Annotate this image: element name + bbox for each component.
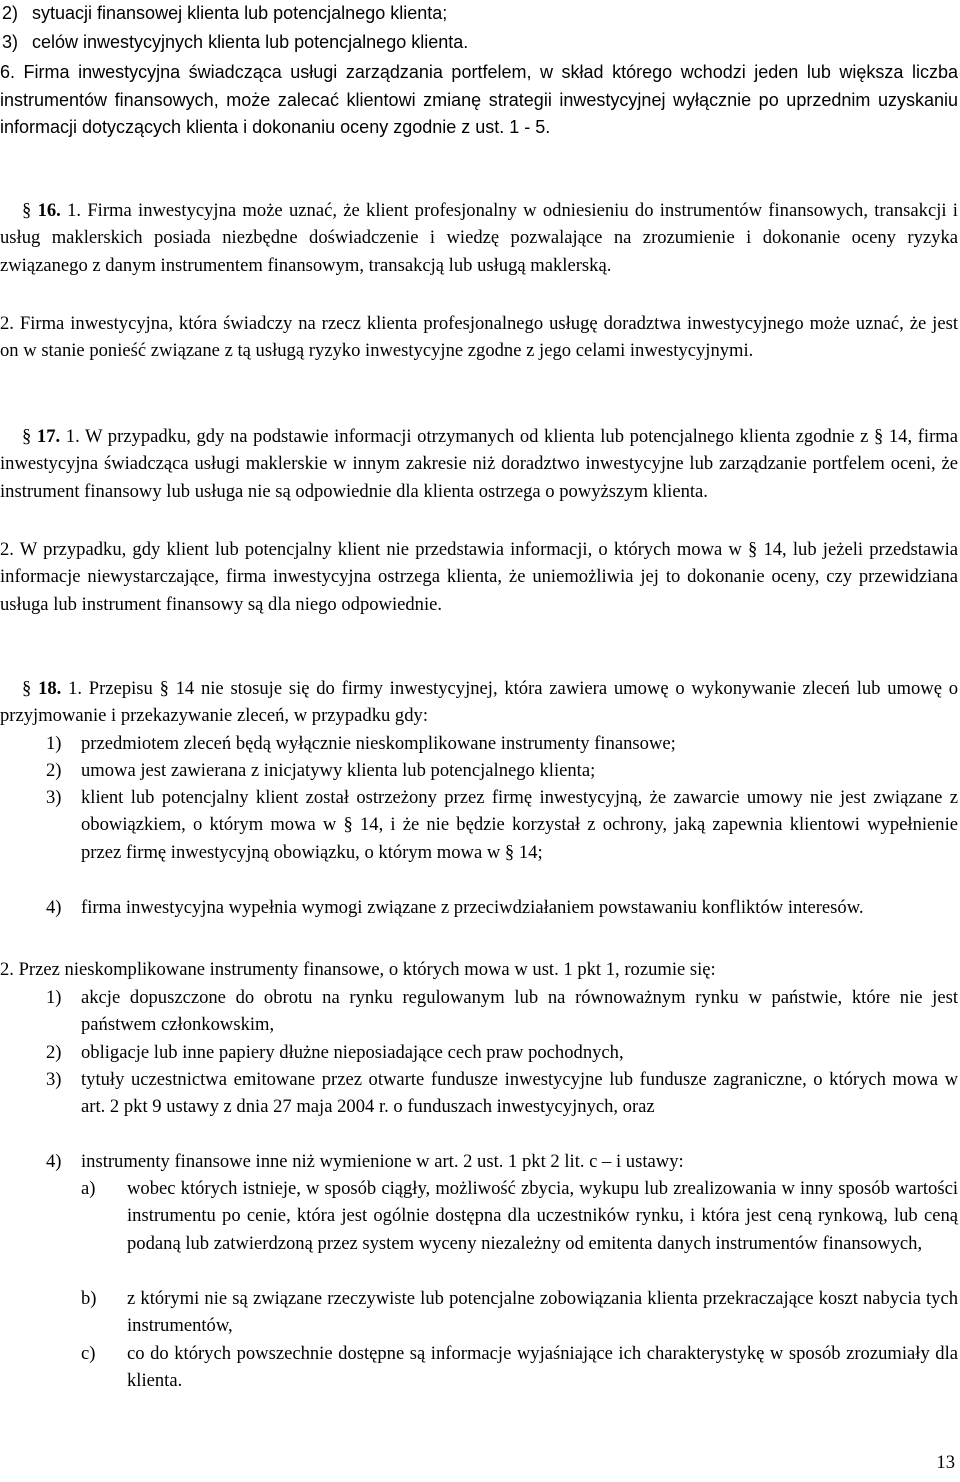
- list-item: [46, 894, 958, 921]
- section-number: 16.: [37, 200, 61, 221]
- section-17: [0, 423, 958, 505]
- sublist-item: [81, 1340, 958, 1395]
- list-number: 2): [46, 1042, 62, 1063]
- list-number: 2): [46, 760, 62, 781]
- list-text: instrumenty finansowe inne niż wymienione w art. 2 ust. 1 pkt 2 lit. c – i ustawy:: [81, 1151, 684, 1172]
- paragraph-6: 6. Firma inwestycyjna świadcząca usługi zarządzania portfelem, w skład którego wchodzi jeden lub większa liczba instrumentów finansowych, może zalecać klientowi zmianę strategii inwestycyjnej wyłącznie po uprzednim uzyskaniu informacji dotyczących klienta i dokonaniu oceny zgodnie z ust. 1 - 5.: [0, 62, 958, 137]
- list-item: [46, 984, 958, 1039]
- paragraph-text: 1. W przypadku, gdy na podstawie informacji otrzymanych od klienta lub potencjalnego klienta zgodnie z § 14, firma inwestycyjna świadcząca usługi maklerskie w innym zakresie niż doradztwo inwestycyjne lub zarządzanie portfelem oceni, że instrument finansowy lub usługa nie są odpowiednie dla klienta ostrzega o powyższym klienta.: [0, 426, 958, 502]
- list-text: celów inwestycyjnych klienta lub potencjalnego klienta.: [32, 32, 469, 52]
- list-number: 1): [46, 987, 62, 1008]
- section-sign-icon: §: [22, 426, 32, 447]
- list-text: sytuacji finansowej klienta lub potencjalnego klienta;: [32, 3, 448, 23]
- list-text: tytuły uczestnictwa emitowane przez otwarte fundusze inwestycyjne lub fundusze zagraniczne, o których mowa w art. 2 pkt 9 ustawy z dnia 27 maja 2004 r. o funduszach inwestycyjnych, oraz: [81, 1069, 958, 1118]
- paragraph-text: 1. Przepisu § 14 nie stosuje się do firmy inwestycyjnej, która zawiera umowę o wykonywanie zleceń lub umowę o przyjmowanie i przekazywanie zleceń, w przypadku gdy:: [0, 678, 959, 727]
- section-number: 18.: [38, 678, 62, 699]
- list-text: klient lub potencjalny klient został ostrzeżony przez firmę inwestycyjną, że zawarcie umowy nie jest związane z obowiązkiem, o którym mowa w § 14, i że nie będzie korzystał z ochrony, jaką zapewnia klientowi wypełnienie przez firmę inwestycyjną obowiązku, o którym mowa w § 14;: [81, 787, 958, 863]
- list-text: wobec których istnieje, w sposób ciągły, możliwość zbycia, wykupu lub zrealizowania w inny sposób wartości instrumentu po cenie, która jest ogólnie dostępna dla uczestników rynku, i która jest ceną rynkową, lub ceną podaną lub zatwierdzoną przez system wyceny niezależny od emitenta danych instrumentów finansowych,: [127, 1178, 958, 1254]
- list-item: [46, 757, 958, 784]
- section-18: [0, 675, 958, 730]
- section-sign-icon: §: [22, 678, 32, 699]
- section-sign-icon: §: [22, 200, 32, 221]
- list-letter: a): [81, 1178, 96, 1199]
- section-17-paragraph-2: 2. W przypadku, gdy klient lub potencjalny klient nie przedstawia informacji, o których mowa w § 14, lub jeżeli przedstawia informacje niewystarczające, firma inwestycyjna ostrzega klienta, że uniemożliwia jej to dokonanie oceny, czy przewidziana usługa lub instrument finansowy są dla niego odpowiednie.: [0, 539, 958, 615]
- sublist-item: [81, 1285, 958, 1340]
- sublist-item: [81, 1175, 958, 1257]
- list-number: 4): [46, 1151, 62, 1172]
- list-item: [46, 730, 958, 757]
- list-text: umowa jest zawierana z inicjatywy klienta lub potencjalnego klienta;: [81, 760, 596, 781]
- list-item: [46, 1039, 958, 1066]
- list-number: 1): [46, 733, 62, 754]
- list-text: firma inwestycyjna wypełnia wymogi związane z przeciwdziałaniem powstawaniu konfliktów interesów.: [81, 897, 864, 918]
- section-16: [0, 197, 958, 279]
- section-17-paragraph-1: [0, 423, 958, 505]
- list-text: z którymi nie są związane rzeczywiste lub potencjalne zobowiązania klienta przekraczające koszt nabycia tych instrumentów,: [127, 1288, 958, 1337]
- list-text: przedmiotem zleceń będą wyłącznie nieskomplikowane instrumenty finansowe;: [81, 733, 676, 754]
- section-16-paragraph-2: 2. Firma inwestycyjna, która świadczy na rzecz klienta profesjonalnego usługę doradztwa inwestycyjnego może uznać, że jest on w stanie ponieść związane z tą usługą ryzyko inwestycyjne zgodne z jego celami inwestycyjnymi.: [0, 313, 958, 362]
- list-number: 2): [2, 3, 19, 23]
- list-item: [46, 1148, 958, 1175]
- list-item: [46, 784, 958, 866]
- list-text: co do których powszechnie dostępne są informacje wyjaśniające ich charakterystykę w sposób zrozumiały dla klienta.: [127, 1343, 958, 1392]
- section-16-paragraph-1: [0, 197, 958, 279]
- section-18-paragraph-1: [0, 675, 958, 730]
- list-number: 3): [46, 787, 62, 808]
- list-letter: b): [81, 1288, 97, 1309]
- list-text: obligacje lub inne papiery dłużne nieposiadające cech praw pochodnych,: [81, 1042, 624, 1063]
- list-letter: c): [81, 1343, 96, 1364]
- list-number: 4): [46, 897, 62, 918]
- list-text: akcje dopuszczone do obrotu na rynku regulowanym lub na równoważnym rynku w państwie, które nie jest państwem członkowskim,: [81, 987, 958, 1036]
- paragraph-text: 1. Firma inwestycyjna może uznać, że klient profesjonalny w odniesieniu do instrumentów finansowych, transakcji i usług maklerskich posiada niezbędne doświadczenie i wiedzę pozwalające na zrozumienie i dokonanie oceny ryzyka związanego z danym instrumentem finansowym, transakcją lub usługą maklerską.: [0, 200, 958, 276]
- section-number: 17.: [36, 426, 61, 447]
- list-item: [46, 1066, 958, 1121]
- page-number: 13: [936, 1452, 955, 1473]
- section-18-paragraph-2: 2. Przez nieskomplikowane instrumenty finansowe, o których mowa w ust. 1 pkt 1, rozumie się:: [0, 959, 716, 980]
- list-number: 3): [46, 1069, 62, 1090]
- list-number: 3): [2, 32, 19, 52]
